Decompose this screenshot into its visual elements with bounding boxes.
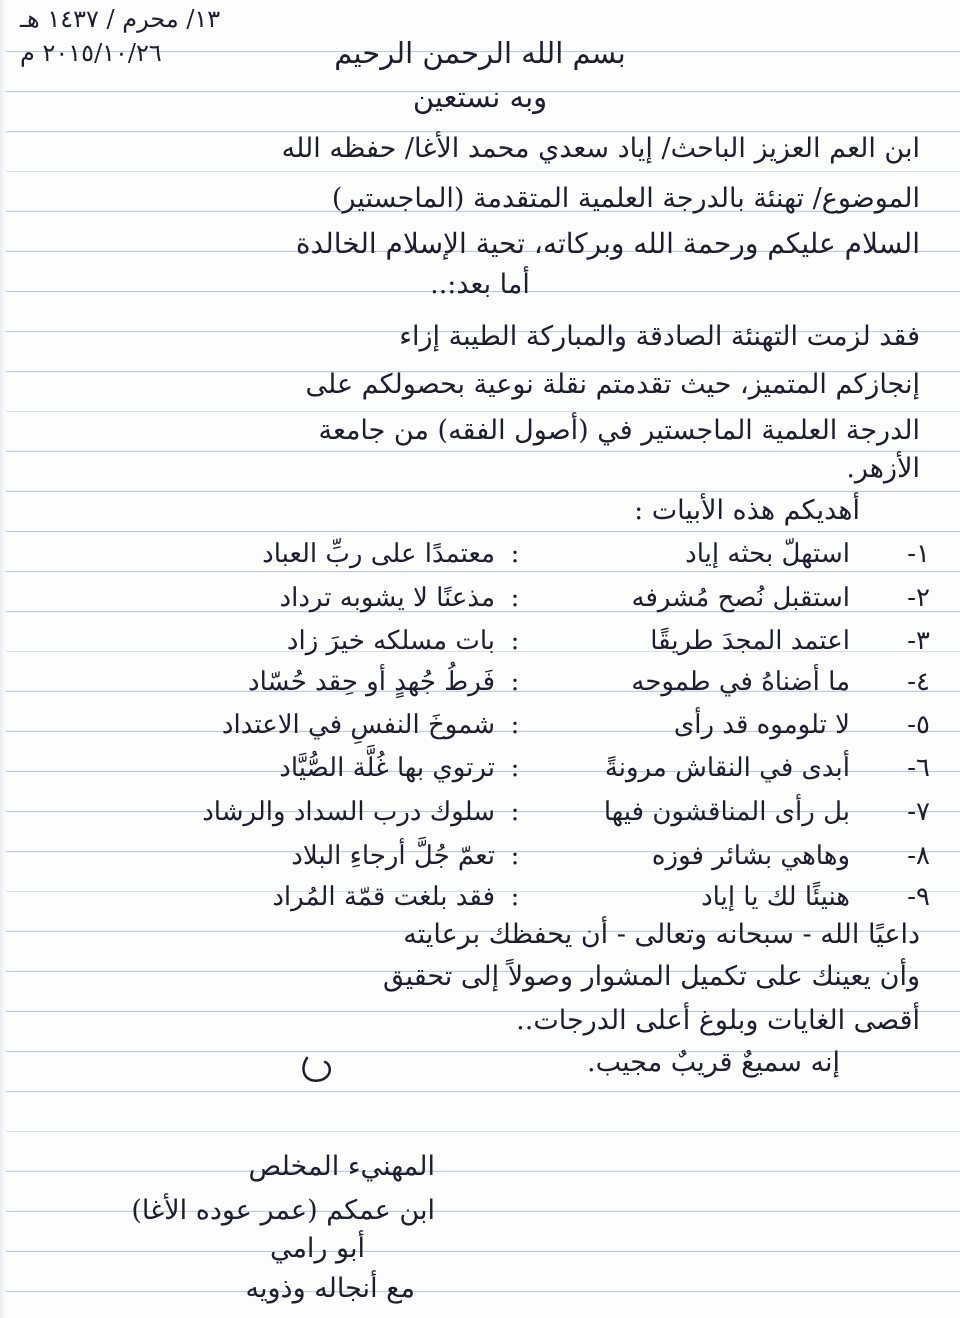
verse-second-hemistich: معتمدًا على ربِّ العباد — [262, 539, 495, 569]
verse-number: ٧- — [907, 797, 930, 827]
verse-first-hemistich: استقبل نُصح مُشرفه — [631, 583, 850, 613]
verse-row — [0, 748, 960, 788]
verse-row — [0, 621, 960, 661]
closing-line-3: أقصى الغايات وبلوغ أعلى الدرجات.. — [516, 1005, 920, 1036]
verse-row — [0, 836, 960, 876]
subject-line: الموضوع/ تهنئة بالدرجة العلمية المتقدمة (الماجستير) — [331, 183, 920, 214]
verse-first-hemistich: هنيئًا لك يا إياد — [701, 882, 850, 912]
verse-number: ٣- — [907, 626, 930, 656]
verse-first-hemistich: ما أضناهُ في طموحه — [631, 667, 850, 697]
signature-kunya: أبو رامي — [269, 1233, 365, 1264]
amma-bad: أما بعد:.. — [430, 269, 530, 300]
verse-separator: : — [510, 710, 520, 740]
verse-number: ٨- — [907, 841, 930, 871]
verse-separator: : — [510, 882, 520, 912]
greeting-line: السلام عليكم ورحمة الله وبركاته، تحية الإسلام الخالدة — [295, 227, 920, 260]
verses-intro: أهديكم هذه الأبيات : — [634, 495, 860, 526]
verse-row — [0, 877, 960, 917]
verse-second-hemistich: ترتوي بها غُلَّة الصُّيَّاد — [279, 753, 495, 783]
closing-line-4: إنه سميعٌ قريبٌ مجيب. — [587, 1047, 840, 1078]
verse-number: ٢- — [907, 583, 930, 613]
verse-separator: : — [510, 797, 520, 827]
signature-family: مع أنجاله وذويه — [245, 1273, 415, 1304]
verse-second-hemistich: سلوك درب السداد والرشاد — [202, 797, 495, 827]
verse-second-hemistich: مذعنًا لا يشوبه ترداد — [279, 583, 495, 613]
verse-number: ٤- — [907, 667, 930, 697]
body-line-1: فقد لزمت التهنئة الصادقة والمباركة الطيبة إزاء — [399, 321, 920, 352]
verse-second-hemistich: تعمّ جُلَّ أرجاءِ البلاد — [291, 841, 495, 871]
verse-row — [0, 792, 960, 832]
verse-row — [0, 705, 960, 745]
verse-row — [0, 578, 960, 618]
verse-second-hemistich: بات مسلكه خيرَ زاد — [286, 626, 495, 656]
verse-number: ٩- — [907, 882, 930, 912]
body-line-3: الدرجة العلمية الماجستير في (أصول الفقه) من جامعة — [318, 415, 920, 446]
istiana: وبه نستعين — [412, 80, 548, 114]
hijri-date: ١٣/ محرم / ١٤٣٧ هـ — [20, 5, 221, 33]
verse-first-hemistich: بل رأى المناقشون فيها — [603, 797, 850, 827]
body-line-2: إنجازكم المتميز، حيث تقدمتم نقلة نوعية بحصولكم على — [305, 369, 920, 400]
verse-number: ٦- — [907, 753, 930, 783]
verse-first-hemistich: استهلّ بحثه إياد — [685, 539, 850, 569]
verse-number: ١- — [907, 539, 930, 569]
gregorian-date: ٢٠١٥/١٠/٢٦ م — [20, 39, 162, 67]
verse-first-hemistich: أبدى في النقاش مرونةً — [604, 753, 850, 783]
verse-first-hemistich: وهاهي بشائر فوزه — [651, 841, 850, 871]
verse-separator: : — [510, 753, 520, 783]
verse-separator: : — [510, 667, 520, 697]
closing-line-1: داعيًا الله - سبحانه وتعالى - أن يحفظك برعايته — [403, 919, 920, 950]
verse-number: ٥- — [907, 710, 930, 740]
verse-separator: : — [510, 539, 520, 569]
verse-row — [0, 534, 960, 574]
verse-first-hemistich: لا تلوموه قد رأى — [673, 710, 850, 740]
closing-line-2: وأن يعينك على تكميل المشوار وصولاً إلى تحقيق — [383, 961, 920, 992]
body-line-4: الأزهر. — [846, 453, 920, 484]
verse-row — [0, 662, 960, 702]
verse-separator: : — [510, 626, 520, 656]
addressee-line: ابن العم العزيز الباحث/ إياد سعدي محمد الأغا/ حفظه الله — [281, 133, 920, 164]
verse-second-hemistich: فَرطُ جُهدٍ أو حِقد حُسّاد — [248, 667, 495, 697]
verse-second-hemistich: فقد بلغت قمّة المُراد — [272, 882, 495, 912]
flourish-mark — [295, 1050, 345, 1090]
verse-separator: : — [510, 841, 520, 871]
verse-separator: : — [510, 583, 520, 613]
basmala: بسم الله الرحمن الرحيم — [334, 36, 626, 70]
verse-second-hemistich: شموخَ النفسِ في الاعتداد — [221, 710, 495, 740]
signature-title: المهنيء المخلص — [248, 1151, 435, 1182]
signature-name: ابن عمكم (عمر عوده الأغا) — [131, 1195, 435, 1226]
verse-first-hemistich: اعتمد المجدَ طريقًا — [650, 626, 850, 656]
